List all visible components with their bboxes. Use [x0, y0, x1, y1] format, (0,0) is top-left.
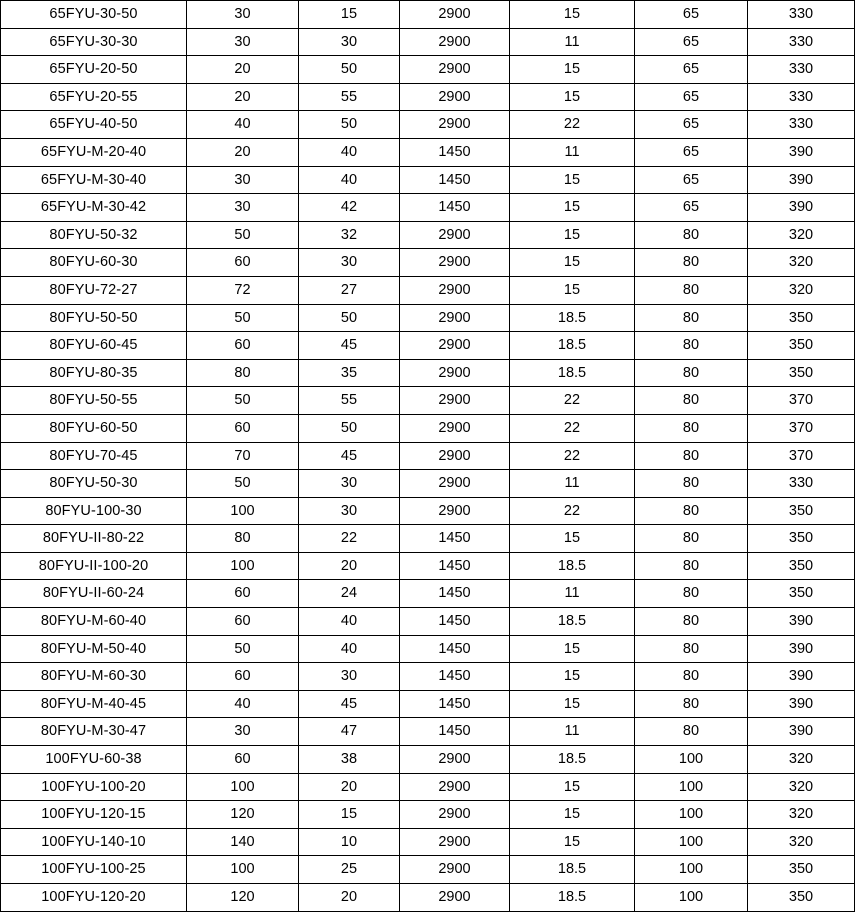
cell-speed: 2900	[400, 83, 510, 111]
cell-efficiency: 320	[748, 276, 855, 304]
table-row	[1, 773, 855, 801]
cell-efficiency: 330	[748, 470, 855, 498]
cell-power: 15	[510, 525, 635, 553]
cell-speed: 1450	[400, 552, 510, 580]
cell-flow: 50	[187, 635, 299, 663]
cell-model: 80FYU-60-30	[1, 249, 187, 277]
cell-model: 80FYU-100-30	[1, 497, 187, 525]
cell-head: 40	[299, 635, 400, 663]
cell-bore: 65	[635, 83, 748, 111]
cell-model: 100FYU-140-10	[1, 828, 187, 856]
cell-head: 30	[299, 249, 400, 277]
table-row	[1, 470, 855, 498]
cell-efficiency: 350	[748, 856, 855, 884]
cell-flow: 20	[187, 83, 299, 111]
cell-efficiency: 390	[748, 663, 855, 691]
cell-model: 80FYU-II-80-22	[1, 525, 187, 553]
cell-bore: 80	[635, 332, 748, 360]
cell-head: 35	[299, 359, 400, 387]
cell-efficiency: 330	[748, 56, 855, 84]
cell-power: 11	[510, 28, 635, 56]
table-row	[1, 690, 855, 718]
cell-speed: 1450	[400, 718, 510, 746]
cell-efficiency: 320	[748, 221, 855, 249]
table-row	[1, 497, 855, 525]
cell-power: 18.5	[510, 332, 635, 360]
cell-bore: 80	[635, 249, 748, 277]
cell-speed: 1450	[400, 690, 510, 718]
table-row	[1, 83, 855, 111]
table-row	[1, 56, 855, 84]
cell-head: 15	[299, 1, 400, 29]
table-row	[1, 28, 855, 56]
cell-flow: 70	[187, 442, 299, 470]
table-row	[1, 442, 855, 470]
cell-model: 100FYU-60-38	[1, 746, 187, 774]
cell-bore: 80	[635, 580, 748, 608]
cell-efficiency: 370	[748, 414, 855, 442]
cell-model: 100FYU-120-20	[1, 884, 187, 912]
cell-speed: 2900	[400, 276, 510, 304]
cell-efficiency: 390	[748, 718, 855, 746]
table-row	[1, 1, 855, 29]
cell-efficiency: 350	[748, 884, 855, 912]
table-row	[1, 718, 855, 746]
cell-speed: 2900	[400, 773, 510, 801]
cell-efficiency: 330	[748, 111, 855, 139]
cell-power: 18.5	[510, 856, 635, 884]
cell-flow: 80	[187, 525, 299, 553]
cell-bore: 80	[635, 304, 748, 332]
cell-efficiency: 350	[748, 332, 855, 360]
cell-flow: 72	[187, 276, 299, 304]
cell-power: 15	[510, 773, 635, 801]
cell-bore: 80	[635, 387, 748, 415]
cell-flow: 50	[187, 221, 299, 249]
table-row	[1, 138, 855, 166]
cell-head: 30	[299, 28, 400, 56]
cell-model: 80FYU-M-30-47	[1, 718, 187, 746]
cell-power: 18.5	[510, 552, 635, 580]
cell-flow: 30	[187, 166, 299, 194]
cell-power: 11	[510, 470, 635, 498]
cell-head: 55	[299, 387, 400, 415]
cell-flow: 120	[187, 801, 299, 829]
cell-speed: 2900	[400, 856, 510, 884]
cell-model: 80FYU-M-60-40	[1, 608, 187, 636]
cell-model: 100FYU-120-15	[1, 801, 187, 829]
table-row	[1, 884, 855, 912]
cell-power: 18.5	[510, 884, 635, 912]
cell-power: 22	[510, 442, 635, 470]
cell-bore: 100	[635, 773, 748, 801]
cell-bore: 80	[635, 442, 748, 470]
cell-speed: 1450	[400, 608, 510, 636]
cell-speed: 1450	[400, 166, 510, 194]
cell-model: 65FYU-M-30-40	[1, 166, 187, 194]
cell-power: 15	[510, 166, 635, 194]
cell-flow: 30	[187, 28, 299, 56]
table-row	[1, 249, 855, 277]
cell-flow: 120	[187, 884, 299, 912]
cell-efficiency: 390	[748, 690, 855, 718]
cell-bore: 100	[635, 884, 748, 912]
cell-power: 15	[510, 194, 635, 222]
cell-speed: 1450	[400, 138, 510, 166]
cell-head: 30	[299, 663, 400, 691]
cell-model: 80FYU-M-50-40	[1, 635, 187, 663]
cell-head: 20	[299, 552, 400, 580]
cell-model: 80FYU-72-27	[1, 276, 187, 304]
cell-efficiency: 390	[748, 608, 855, 636]
cell-flow: 60	[187, 332, 299, 360]
cell-power: 18.5	[510, 304, 635, 332]
cell-head: 30	[299, 470, 400, 498]
cell-flow: 100	[187, 497, 299, 525]
cell-head: 50	[299, 304, 400, 332]
cell-model: 80FYU-50-50	[1, 304, 187, 332]
cell-flow: 50	[187, 387, 299, 415]
cell-model: 80FYU-II-100-20	[1, 552, 187, 580]
cell-efficiency: 390	[748, 166, 855, 194]
cell-flow: 100	[187, 552, 299, 580]
table-row	[1, 552, 855, 580]
cell-speed: 2900	[400, 746, 510, 774]
cell-power: 22	[510, 387, 635, 415]
table-row	[1, 801, 855, 829]
cell-flow: 60	[187, 608, 299, 636]
cell-bore: 80	[635, 497, 748, 525]
cell-bore: 80	[635, 718, 748, 746]
cell-model: 80FYU-60-45	[1, 332, 187, 360]
cell-head: 10	[299, 828, 400, 856]
cell-bore: 80	[635, 221, 748, 249]
table-row	[1, 580, 855, 608]
cell-head: 45	[299, 690, 400, 718]
cell-bore: 80	[635, 276, 748, 304]
cell-head: 50	[299, 56, 400, 84]
table-row	[1, 194, 855, 222]
cell-head: 38	[299, 746, 400, 774]
cell-power: 15	[510, 828, 635, 856]
cell-speed: 2900	[400, 470, 510, 498]
cell-speed: 2900	[400, 387, 510, 415]
cell-head: 45	[299, 442, 400, 470]
cell-efficiency: 320	[748, 801, 855, 829]
cell-model: 100FYU-100-20	[1, 773, 187, 801]
cell-flow: 100	[187, 773, 299, 801]
cell-head: 27	[299, 276, 400, 304]
cell-head: 47	[299, 718, 400, 746]
cell-bore: 80	[635, 552, 748, 580]
cell-flow: 80	[187, 359, 299, 387]
cell-model: 80FYU-80-35	[1, 359, 187, 387]
table-row	[1, 276, 855, 304]
table-row	[1, 525, 855, 553]
cell-flow: 140	[187, 828, 299, 856]
cell-power: 15	[510, 635, 635, 663]
cell-flow: 30	[187, 194, 299, 222]
cell-power: 15	[510, 83, 635, 111]
cell-speed: 1450	[400, 635, 510, 663]
cell-model: 65FYU-40-50	[1, 111, 187, 139]
table-row	[1, 166, 855, 194]
table-row	[1, 359, 855, 387]
cell-bore: 100	[635, 828, 748, 856]
cell-power: 15	[510, 663, 635, 691]
cell-flow: 30	[187, 1, 299, 29]
cell-model: 65FYU-20-55	[1, 83, 187, 111]
cell-speed: 2900	[400, 304, 510, 332]
table-row	[1, 387, 855, 415]
cell-power: 18.5	[510, 608, 635, 636]
cell-bore: 100	[635, 856, 748, 884]
cell-power: 22	[510, 414, 635, 442]
cell-speed: 1450	[400, 525, 510, 553]
cell-bore: 65	[635, 194, 748, 222]
cell-efficiency: 330	[748, 28, 855, 56]
cell-bore: 80	[635, 359, 748, 387]
table-row	[1, 304, 855, 332]
cell-bore: 65	[635, 28, 748, 56]
cell-model: 80FYU-M-40-45	[1, 690, 187, 718]
cell-head: 15	[299, 801, 400, 829]
cell-efficiency: 320	[748, 746, 855, 774]
cell-model: 80FYU-50-55	[1, 387, 187, 415]
cell-bore: 80	[635, 470, 748, 498]
cell-speed: 2900	[400, 359, 510, 387]
cell-head: 32	[299, 221, 400, 249]
table-row	[1, 828, 855, 856]
cell-speed: 2900	[400, 801, 510, 829]
cell-bore: 100	[635, 746, 748, 774]
cell-bore: 80	[635, 525, 748, 553]
cell-power: 15	[510, 276, 635, 304]
cell-bore: 80	[635, 635, 748, 663]
cell-speed: 1450	[400, 580, 510, 608]
cell-bore: 80	[635, 608, 748, 636]
cell-bore: 65	[635, 111, 748, 139]
cell-model: 65FYU-30-30	[1, 28, 187, 56]
cell-head: 24	[299, 580, 400, 608]
cell-model: 65FYU-30-50	[1, 1, 187, 29]
cell-efficiency: 350	[748, 359, 855, 387]
cell-bore: 65	[635, 56, 748, 84]
cell-bore: 80	[635, 690, 748, 718]
cell-efficiency: 330	[748, 1, 855, 29]
cell-efficiency: 350	[748, 497, 855, 525]
cell-head: 42	[299, 194, 400, 222]
cell-bore: 65	[635, 1, 748, 29]
cell-speed: 2900	[400, 249, 510, 277]
cell-speed: 2900	[400, 221, 510, 249]
cell-efficiency: 320	[748, 773, 855, 801]
table-row	[1, 663, 855, 691]
table-body	[1, 1, 855, 912]
cell-efficiency: 350	[748, 552, 855, 580]
table-row	[1, 332, 855, 360]
cell-flow: 60	[187, 746, 299, 774]
cell-flow: 60	[187, 580, 299, 608]
cell-model: 65FYU-M-20-40	[1, 138, 187, 166]
table-row	[1, 414, 855, 442]
table-row	[1, 746, 855, 774]
cell-speed: 2900	[400, 442, 510, 470]
cell-power: 18.5	[510, 746, 635, 774]
cell-efficiency: 390	[748, 635, 855, 663]
cell-model: 80FYU-60-50	[1, 414, 187, 442]
cell-flow: 100	[187, 856, 299, 884]
cell-bore: 100	[635, 801, 748, 829]
cell-bore: 65	[635, 138, 748, 166]
cell-efficiency: 350	[748, 525, 855, 553]
cell-model: 80FYU-II-60-24	[1, 580, 187, 608]
cell-speed: 2900	[400, 828, 510, 856]
cell-efficiency: 390	[748, 138, 855, 166]
table-row	[1, 111, 855, 139]
cell-power: 22	[510, 497, 635, 525]
cell-power: 15	[510, 221, 635, 249]
cell-speed: 2900	[400, 56, 510, 84]
cell-head: 20	[299, 773, 400, 801]
cell-head: 50	[299, 414, 400, 442]
table-row	[1, 635, 855, 663]
cell-efficiency: 370	[748, 387, 855, 415]
cell-speed: 1450	[400, 194, 510, 222]
cell-bore: 80	[635, 663, 748, 691]
cell-model: 65FYU-M-30-42	[1, 194, 187, 222]
cell-efficiency: 350	[748, 304, 855, 332]
cell-power: 15	[510, 801, 635, 829]
cell-bore: 80	[635, 414, 748, 442]
cell-power: 11	[510, 580, 635, 608]
cell-model: 80FYU-50-30	[1, 470, 187, 498]
cell-flow: 60	[187, 663, 299, 691]
cell-head: 55	[299, 83, 400, 111]
cell-flow: 60	[187, 249, 299, 277]
cell-head: 22	[299, 525, 400, 553]
cell-model: 80FYU-50-32	[1, 221, 187, 249]
cell-bore: 65	[635, 166, 748, 194]
cell-power: 15	[510, 249, 635, 277]
cell-head: 45	[299, 332, 400, 360]
cell-speed: 2900	[400, 111, 510, 139]
cell-speed: 2900	[400, 497, 510, 525]
table-row	[1, 856, 855, 884]
cell-power: 11	[510, 138, 635, 166]
cell-head: 20	[299, 884, 400, 912]
cell-efficiency: 320	[748, 249, 855, 277]
cell-head: 40	[299, 166, 400, 194]
table-row	[1, 608, 855, 636]
cell-flow: 40	[187, 111, 299, 139]
cell-speed: 1450	[400, 663, 510, 691]
cell-head: 40	[299, 138, 400, 166]
cell-efficiency: 350	[748, 580, 855, 608]
cell-model: 65FYU-20-50	[1, 56, 187, 84]
cell-efficiency: 320	[748, 828, 855, 856]
cell-efficiency: 330	[748, 83, 855, 111]
cell-speed: 2900	[400, 884, 510, 912]
cell-flow: 20	[187, 138, 299, 166]
cell-flow: 50	[187, 304, 299, 332]
cell-flow: 30	[187, 718, 299, 746]
cell-model: 80FYU-M-60-30	[1, 663, 187, 691]
cell-power: 11	[510, 718, 635, 746]
cell-model: 80FYU-70-45	[1, 442, 187, 470]
cell-power: 15	[510, 690, 635, 718]
cell-speed: 2900	[400, 414, 510, 442]
cell-power: 15	[510, 1, 635, 29]
cell-efficiency: 370	[748, 442, 855, 470]
cell-head: 40	[299, 608, 400, 636]
cell-power: 22	[510, 111, 635, 139]
cell-flow: 20	[187, 56, 299, 84]
cell-speed: 2900	[400, 28, 510, 56]
cell-speed: 2900	[400, 332, 510, 360]
cell-power: 15	[510, 56, 635, 84]
cell-head: 30	[299, 497, 400, 525]
cell-head: 25	[299, 856, 400, 884]
cell-head: 50	[299, 111, 400, 139]
cell-power: 18.5	[510, 359, 635, 387]
cell-flow: 50	[187, 470, 299, 498]
cell-flow: 60	[187, 414, 299, 442]
table-row	[1, 221, 855, 249]
cell-speed: 2900	[400, 1, 510, 29]
cell-flow: 40	[187, 690, 299, 718]
cell-efficiency: 390	[748, 194, 855, 222]
cell-model: 100FYU-100-25	[1, 856, 187, 884]
